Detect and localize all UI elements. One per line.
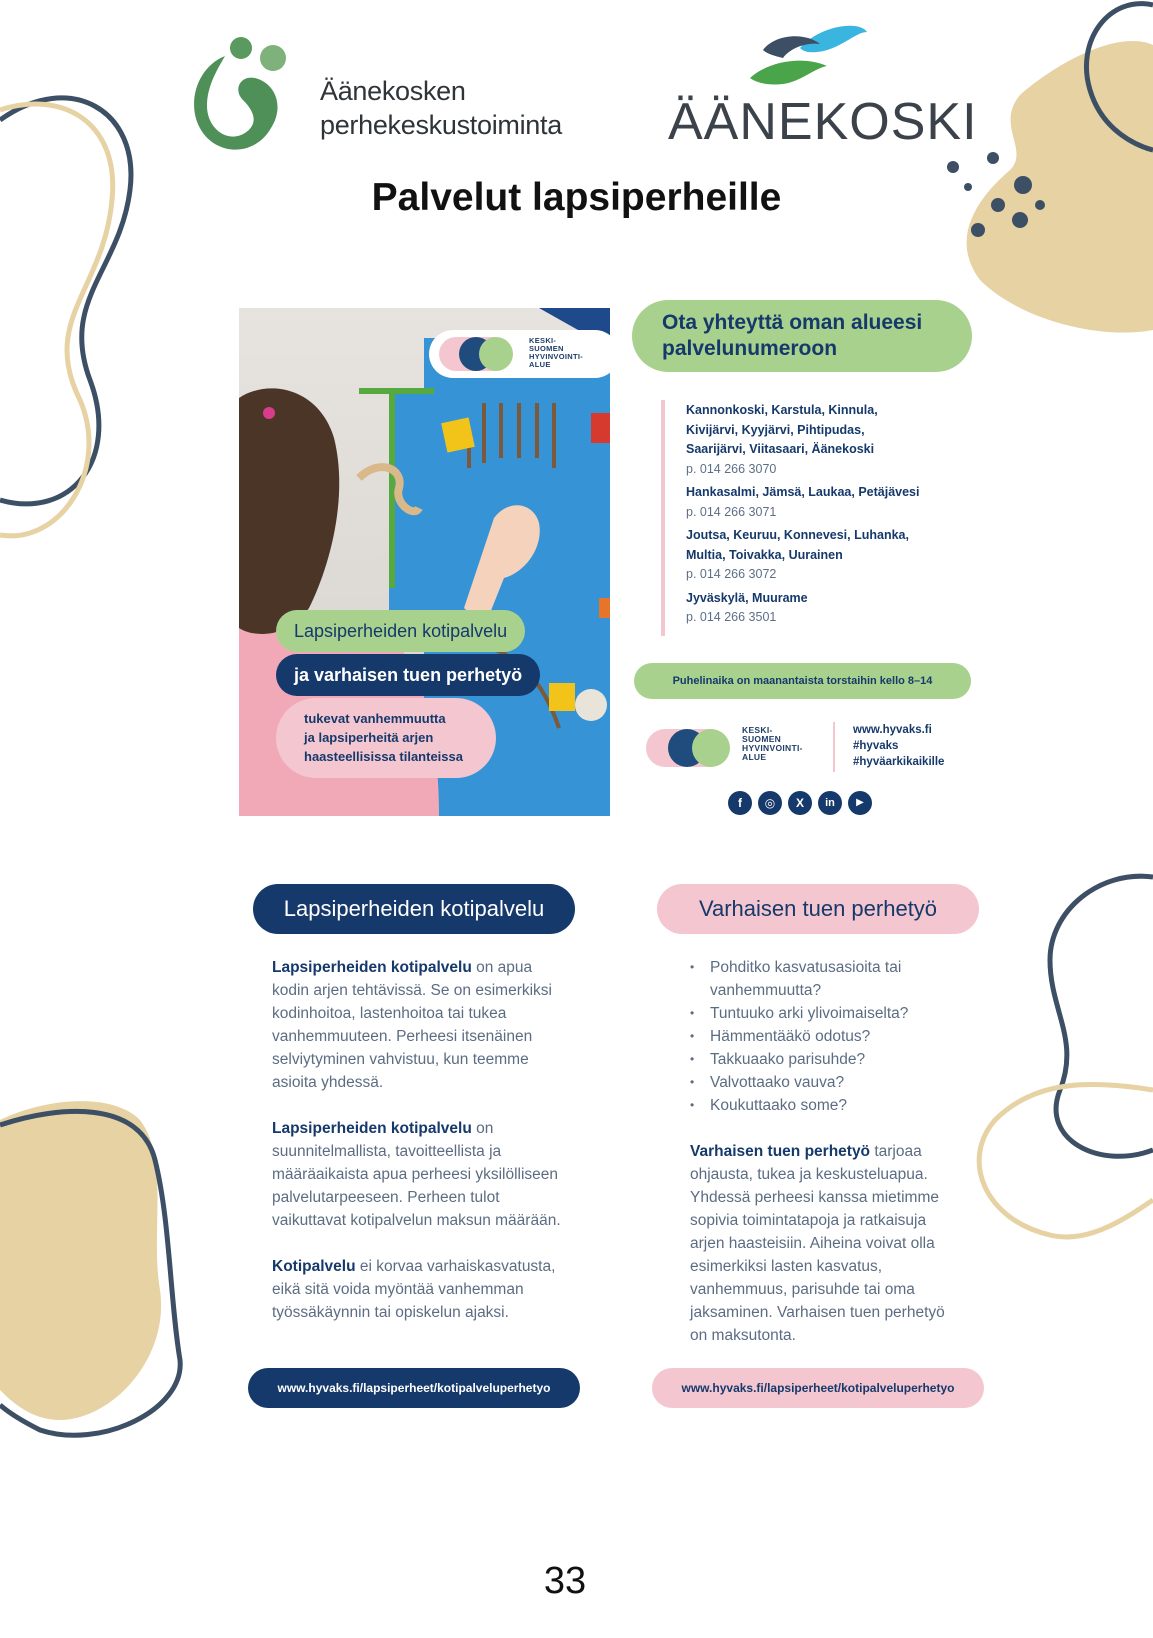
blob-outline-right-mid-beige (979, 1084, 1153, 1237)
footer-web-info (853, 722, 944, 770)
contact-group: Joutsa, Keuruu, Konnevesi, Luhanka, Multia, Toivakka, Uurainen p. 014 266 3072 (686, 526, 966, 585)
photo-pill-tagline: tukevat vanhemmuutta ja lapsiperheitä arjen haasteellisissa tilanteissa (276, 698, 496, 778)
page-number: 33 (543, 1560, 587, 1602)
perhetyo-question-list (690, 956, 955, 1117)
photo-pill-perhetyo: ja varhaisen tuen perhetyö (276, 654, 540, 696)
contact-phone: p. 014 266 3501 (686, 610, 777, 624)
org-badge-text: KESKI- SUOMEN HYVINVOINTI- ALUE (742, 725, 803, 762)
perhetyo-body (690, 956, 955, 1370)
hashtag: #hyvaks (853, 740, 899, 752)
contact-phone: p. 014 266 3070 (686, 461, 777, 476)
website-link[interactable]: www.hyvaks.fi (853, 724, 932, 736)
blob-outline-right-mid (1050, 876, 1153, 1156)
list-item: • Valvottaako vauva? (690, 1071, 955, 1094)
kotipalvelu-paragraph: Lapsiperheiden kotipalvelu on apua kodin arjen tehtävissä. Se on esimerkiksi kodinhoitoa, lastenhoitoa tai tukea vanhemmuuteen. Perheesi itsenäinen selviytyminen vahvistuu, kun teemme asioita yhdessä. (272, 959, 552, 1091)
list-item: • Hämmentääkö odotus? (690, 1025, 955, 1048)
logo-left-line-2: perhekeskustoiminta (320, 110, 562, 140)
perhetyo-url-link[interactable]: www.hyvaks.fi/lapsiperheet/kotipalveluperhetyo (652, 1368, 984, 1408)
kotipalvelu-paragraph: Lapsiperheiden kotipalvelu on suunnitelmallista, tavoitteellista ja määräaikaista apua perheesi yksilölliseen palvelutarpeeseen. Perheen tulot vaikuttavat kotipalvelun maksun määrään. (272, 1120, 561, 1229)
contact-group: Jyväskylä, Muurame p. 014 266 3501 (686, 589, 966, 628)
kotipalvelu-url-link[interactable]: www.hyvaks.fi/lapsiperheet/kotipalveluperhetyo (248, 1368, 580, 1408)
kotipalvelu-paragraph: Kotipalvelu ei korvaa varhaiskasvatusta, eikä sitä voida myöntää vanhemman työssäkäynnin tai opiskelun ajaksi. (272, 1258, 556, 1321)
toggle-logo-icon (646, 729, 728, 767)
list-item: • Tuntuuko arki ylivoimaiselta? (690, 1002, 955, 1025)
photo-org-badge (429, 330, 610, 378)
kotipalvelu-body (272, 956, 572, 1347)
brochure-photo (239, 308, 610, 816)
phone-hours-pill: Puhelinaika on maanantaista torstaihin kello 8–14 (634, 663, 971, 699)
footer-divider (833, 722, 835, 772)
perhetyo-paragraph: Varhaisen tuen perhetyö tarjoaa ohjausta, tukea ja keskusteluapua. Yhdessä perheesi kanssa mietimme sopivia toimintatapoja ja ratkaisuja arjen haasteisiin. Aiheina voivat olla esimerkiksi lasten kasvatus, vanhemmuus, parisuhde tai oma jaksaminen. Varhaisen tuen perhetyö on maksutonta. (690, 1143, 945, 1344)
contact-accent-bar (661, 400, 665, 636)
contact-group: Hankasalmi, Jämsä, Laukaa, Petäjävesi p. 014 266 3071 (686, 483, 966, 522)
contact-group: Kannonkoski, Karstula, Kinnula, Kivijärvi, Kyyjärvi, Pihtipudas, Saarijärvi, Viitasaari, Äänekoski p. 014 266 3070 (686, 401, 966, 479)
x-icon[interactable]: X (788, 791, 812, 815)
contact-phone: p. 014 266 3072 (686, 567, 777, 581)
youtube-icon[interactable]: ▶ (848, 791, 872, 815)
facebook-icon[interactable]: f (728, 791, 752, 815)
page-title: Palvelut lapsiperheille (371, 176, 782, 219)
photo-pill-kotipalvelu: Lapsiperheiden kotipalvelu (276, 610, 525, 652)
org-badge-text: KESKI- SUOMEN HYVINVOINTI- ALUE (529, 336, 584, 369)
instagram-icon[interactable]: ◎ (758, 791, 782, 815)
toggle-logo-icon (439, 337, 511, 371)
blob-outline-top-left-beige (0, 104, 113, 536)
list-item: • Koukuttaako some? (690, 1094, 955, 1117)
perhetyo-heading: Varhaisen tuen perhetyö (657, 884, 979, 934)
perhekeskus-logo-text (320, 74, 562, 142)
contact-list (686, 401, 966, 632)
list-item: • Pohditko kasvatusasioita tai vanhemmuutta? (690, 956, 955, 1002)
linkedin-icon[interactable]: in (818, 791, 842, 815)
contact-phone: p. 014 266 3071 (686, 504, 777, 519)
hashtag: #hyväarkikaikille (853, 756, 945, 768)
aanekoski-logo-icon (745, 20, 875, 90)
list-item: • Takkuaako parisuhde? (690, 1048, 955, 1071)
aanekoski-logo-text: ÄÄNEKOSKI (668, 93, 978, 151)
kotipalvelu-heading: Lapsiperheiden kotipalvelu (253, 884, 575, 934)
contact-heading: Ota yhteyttä oman alueesi palvelunumeroon (632, 300, 972, 372)
perhekeskus-logo-icon (185, 28, 295, 163)
logo-left-line-1: Äänekosken (320, 76, 466, 106)
blob-bottom-left (0, 1101, 161, 1420)
